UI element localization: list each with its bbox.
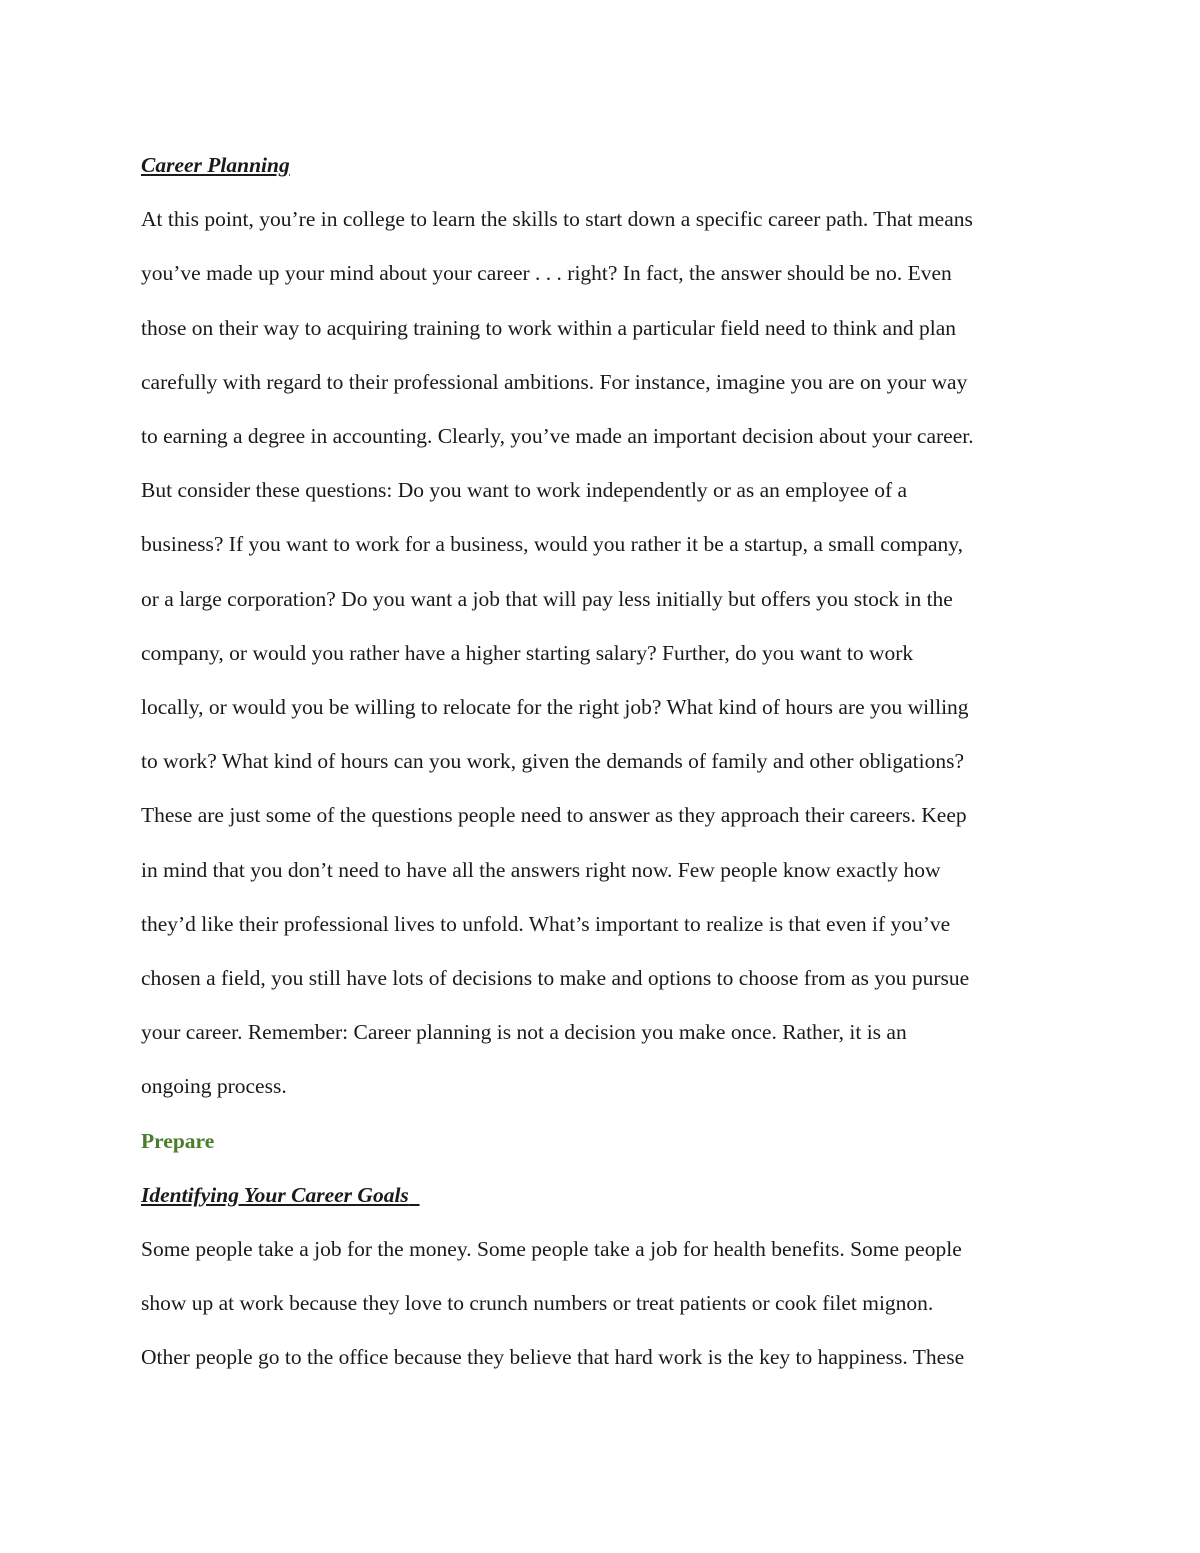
paragraph-line: to work? What kind of hours can you work, given the demands of family and other obligations? xyxy=(141,749,964,774)
paragraph-line: Some people take a job for the money. Some people take a job for health benefits. Some people xyxy=(141,1237,962,1262)
paragraph-line: show up at work because they love to crunch numbers or treat patients or cook filet mignon. xyxy=(141,1291,934,1316)
paragraph-line: or a large corporation? Do you want a job that will pay less initially but offers you stock in the xyxy=(141,586,953,611)
section-title-identifying-career-goals xyxy=(141,1168,1071,1222)
paragraph-line: locally, or would you be willing to relocate for the right job? What kind of hours are you willing xyxy=(141,695,969,720)
paragraph-line: carefully with regard to their professional ambitions. For instance, imagine you are on your way xyxy=(141,369,968,394)
paragraph-line: company, or would you rather have a higher starting salary? Further, do you want to work xyxy=(141,640,914,665)
section-title-text: Identifying Your Career Goals xyxy=(141,1182,409,1207)
document-body xyxy=(141,138,1071,1385)
paragraph-line: those on their way to acquiring training to work within a particular field need to think and plan xyxy=(141,315,956,340)
paragraph-line: But consider these questions: Do you want to work independently or as an employee of a xyxy=(141,478,908,503)
paragraph-career-goals xyxy=(141,1222,1071,1385)
paragraph-line: Other people go to the office because they believe that hard work is the key to happiness. These xyxy=(141,1345,965,1370)
paragraph-line: At this point, you’re in college to learn the skills to start down a specific career path. That means xyxy=(141,207,973,232)
paragraph-career-planning xyxy=(141,192,1071,1113)
paragraph-line: These are just some of the questions people need to answer as they approach their careers. Keep xyxy=(141,803,967,828)
section-title-career-planning: Career Planning xyxy=(141,153,290,177)
paragraph-line: chosen a field, you still have lots of decisions to make and options to choose from as you pursue xyxy=(141,966,970,991)
paragraph-line: ongoing process. xyxy=(141,1074,287,1099)
paragraph-line: they’d like their professional lives to unfold. What’s important to realize is that even if you’ve xyxy=(141,911,951,936)
paragraph-line: you’ve made up your mind about your career . . . right? In fact, the answer should be no. Even xyxy=(141,261,952,286)
paragraph-line: business? If you want to work for a business, would you rather it be a startup, a small company, xyxy=(141,532,963,557)
paragraph-line: in mind that you don’t need to have all the answers right now. Few people know exactly how xyxy=(141,857,941,882)
paragraph-line: to earning a degree in accounting. Clearly, you’ve made an important decision about your career. xyxy=(141,424,974,449)
paragraph-line: your career. Remember: Career planning is not a decision you make once. Rather, it is an xyxy=(141,1020,907,1045)
heading-prepare: Prepare xyxy=(141,1128,215,1153)
